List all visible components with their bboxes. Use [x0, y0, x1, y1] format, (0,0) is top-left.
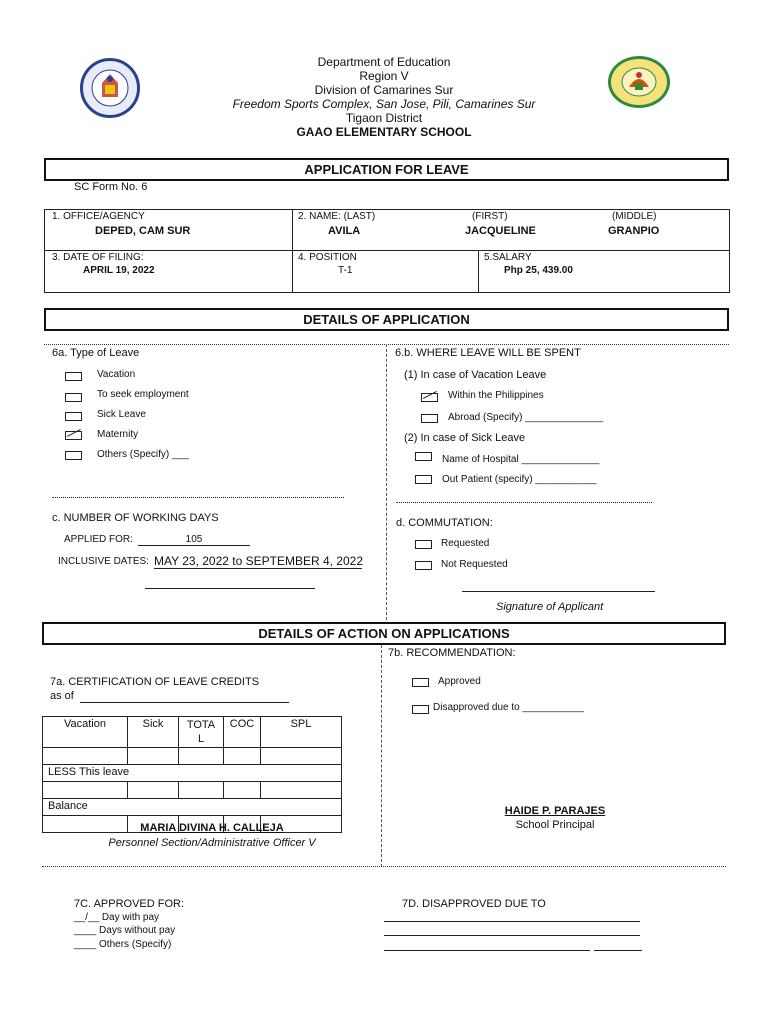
not-requested-label: Not Requested [441, 559, 508, 570]
table-row [43, 717, 342, 748]
table-row [43, 782, 342, 799]
disapproved-line-2[interactable] [384, 935, 640, 936]
within-philippines-label: Within the Philippines [448, 390, 544, 401]
with-pay-mark[interactable]: __/__ [74, 912, 100, 923]
hospital-checkbox[interactable] [415, 452, 432, 461]
recommendation-heading: 7b. RECOMMENDATION: [388, 647, 516, 659]
office-value: DEPED, CAM SUR [95, 225, 191, 237]
leave-credits-table [42, 716, 342, 833]
col-coc: COC [224, 717, 261, 748]
without-pay-label: Days without pay [99, 925, 176, 936]
leave-type-rule [52, 497, 344, 498]
working-days-blank-line [145, 588, 315, 589]
form-title: APPLICATION FOR LEAVE [44, 158, 729, 181]
as-of-line [80, 702, 289, 703]
leave-vacation-checkbox[interactable] [65, 372, 82, 381]
table-cell[interactable] [43, 748, 128, 765]
as-of-label: as of [50, 690, 74, 702]
col-vacation: Vacation [43, 717, 128, 748]
first-name-value: JACQUELINE [465, 225, 536, 237]
without-pay-row [74, 925, 175, 936]
form-number: SC Form No. 6 [74, 181, 148, 193]
table-cell[interactable] [261, 782, 342, 799]
less-this-leave-label: LESS This leave [43, 765, 342, 782]
name-first-label: (FIRST) [472, 211, 508, 222]
date-filing-label: 3. DATE OF FILING: [52, 252, 144, 263]
details-title: DETAILS OF APPLICATION [44, 308, 729, 331]
officer-name: MARIA DIVINA H. CALLEJA [140, 822, 284, 834]
approved-checkbox[interactable] [412, 678, 429, 687]
action-title: DETAILS OF ACTION ON APPLICATIONS [42, 622, 726, 645]
table-cell[interactable] [179, 748, 224, 765]
action-bottom-rule [42, 866, 726, 867]
date-filing-value: APRIL 19, 2022 [83, 265, 155, 276]
leave-sick-label: Sick Leave [97, 409, 146, 420]
disapproved-due-heading: 7D. DISAPPROVED DUE TO [402, 898, 546, 910]
leave-sick-checkbox[interactable] [65, 412, 82, 421]
officer-title: Personnel Section/Administrative Officer V [108, 837, 316, 849]
within-philippines-checkbox[interactable] [421, 393, 438, 402]
leave-seek-employment-label: To seek employment [97, 389, 189, 400]
others-mark[interactable]: ____ [74, 939, 97, 950]
info-grid-hline [44, 250, 729, 251]
leave-type-heading: 6a. Type of Leave [52, 347, 140, 359]
where-rule [396, 502, 652, 503]
commutation-heading: d. COMMUTATION: [396, 517, 493, 529]
header-address: Freedom Sports Complex, San Jose, Pili, Camarines Sur [232, 97, 536, 111]
leave-seek-employment-checkbox[interactable] [65, 393, 82, 402]
disapproved-line-4[interactable] [594, 950, 642, 951]
balance-label: Balance [43, 799, 342, 816]
disapproved-line-1[interactable] [384, 921, 640, 922]
others-row [74, 939, 171, 950]
certification-heading: 7a. CERTIFICATION OF LEAVE CREDITS [50, 676, 260, 688]
disapproved-label: Disapproved due to ___________ [433, 702, 584, 713]
inclusive-dates-value: MAY 23, 2022 to SEPTEMBER 4, 2022 [154, 554, 364, 568]
abroad-checkbox[interactable] [421, 414, 438, 423]
disapproved-checkbox[interactable] [412, 705, 429, 714]
with-pay-row [74, 912, 159, 923]
table-cell[interactable] [261, 748, 342, 765]
header-department: Department of Education [317, 55, 451, 69]
col-total-line2: L [197, 733, 205, 745]
abroad-label: Abroad (Specify) ______________ [448, 412, 604, 423]
col-sick: Sick [128, 717, 179, 748]
requested-label: Requested [441, 538, 490, 549]
leave-others-checkbox[interactable] [65, 451, 82, 460]
leave-vacation-label: Vacation [97, 369, 136, 380]
without-pay-mark[interactable]: ____ [74, 925, 97, 936]
approved-for-heading: 7C. APPROVED FOR: [74, 898, 185, 910]
table-cell[interactable] [224, 748, 261, 765]
signature-line [462, 591, 655, 592]
inclusive-dates-label: INCLUSIVE DATES: [58, 556, 149, 567]
header-region: Region V [359, 69, 409, 83]
leave-maternity-label: Maternity [97, 429, 139, 440]
hospital-label: Name of Hospital ______________ [442, 454, 600, 465]
table-row [43, 765, 342, 782]
others-label: Others (Specify) [99, 939, 172, 950]
salary-value: Php 25, 439.00 [504, 265, 573, 276]
leave-maternity-checkbox[interactable] [65, 431, 82, 440]
position-label: 4. POSITION [298, 252, 357, 263]
table-cell[interactable] [224, 782, 261, 799]
table-cell[interactable] [128, 782, 179, 799]
leave-others-label: Others (Specify) ___ [97, 449, 189, 460]
position-value: T-1 [338, 265, 353, 276]
table-row [43, 748, 342, 765]
vacation-case-heading: (1) In case of Vacation Leave [404, 369, 547, 381]
office-label: 1. OFFICE/AGENCY [52, 211, 145, 222]
info-grid-vline2 [478, 250, 479, 292]
school-name: GAAO ELEMENTARY SCHOOL [296, 125, 472, 139]
approved-label: Approved [438, 676, 481, 687]
details-divider [386, 344, 387, 620]
sick-case-heading: (2) In case of Sick Leave [404, 432, 526, 444]
middle-name-value: GRANPIO [608, 225, 660, 237]
name-last-label: 2. NAME: (LAST) [298, 211, 376, 222]
where-heading: 6.b. WHERE LEAVE WILL BE SPENT [395, 347, 581, 359]
applied-for-value: 105 [138, 534, 250, 546]
col-total-line1: TOTA [186, 719, 216, 731]
with-pay-label: Day with pay [101, 912, 160, 923]
table-cell[interactable] [128, 748, 179, 765]
header-division: Division of Camarines Sur [314, 83, 454, 97]
col-spl: SPL [261, 717, 342, 748]
disapproved-line-3[interactable] [384, 950, 590, 951]
info-grid-vline [292, 209, 293, 292]
outpatient-label: Out Patient (specify) ___________ [442, 474, 597, 485]
principal-title: School Principal [515, 819, 595, 831]
working-days-heading: c. NUMBER OF WORKING DAYS [52, 512, 219, 524]
salary-label: 5.SALARY [484, 252, 532, 263]
not-requested-checkbox[interactable] [415, 561, 432, 570]
signature-label: Signature of Applicant [496, 601, 604, 613]
applied-for-label: APPLIED FOR: [64, 534, 133, 545]
table-row [43, 799, 342, 816]
last-name-value: AVILA [328, 225, 361, 237]
table-cell[interactable] [43, 782, 128, 799]
header-district: Tigaon District [345, 111, 423, 125]
principal-name: HAIDE P. PARAJES [504, 805, 606, 817]
col-total [179, 717, 224, 748]
outpatient-checkbox[interactable] [415, 475, 432, 484]
name-middle-label: (MIDDLE) [612, 211, 657, 222]
table-cell[interactable] [179, 782, 224, 799]
header-block [0, 55, 768, 139]
requested-checkbox[interactable] [415, 540, 432, 549]
